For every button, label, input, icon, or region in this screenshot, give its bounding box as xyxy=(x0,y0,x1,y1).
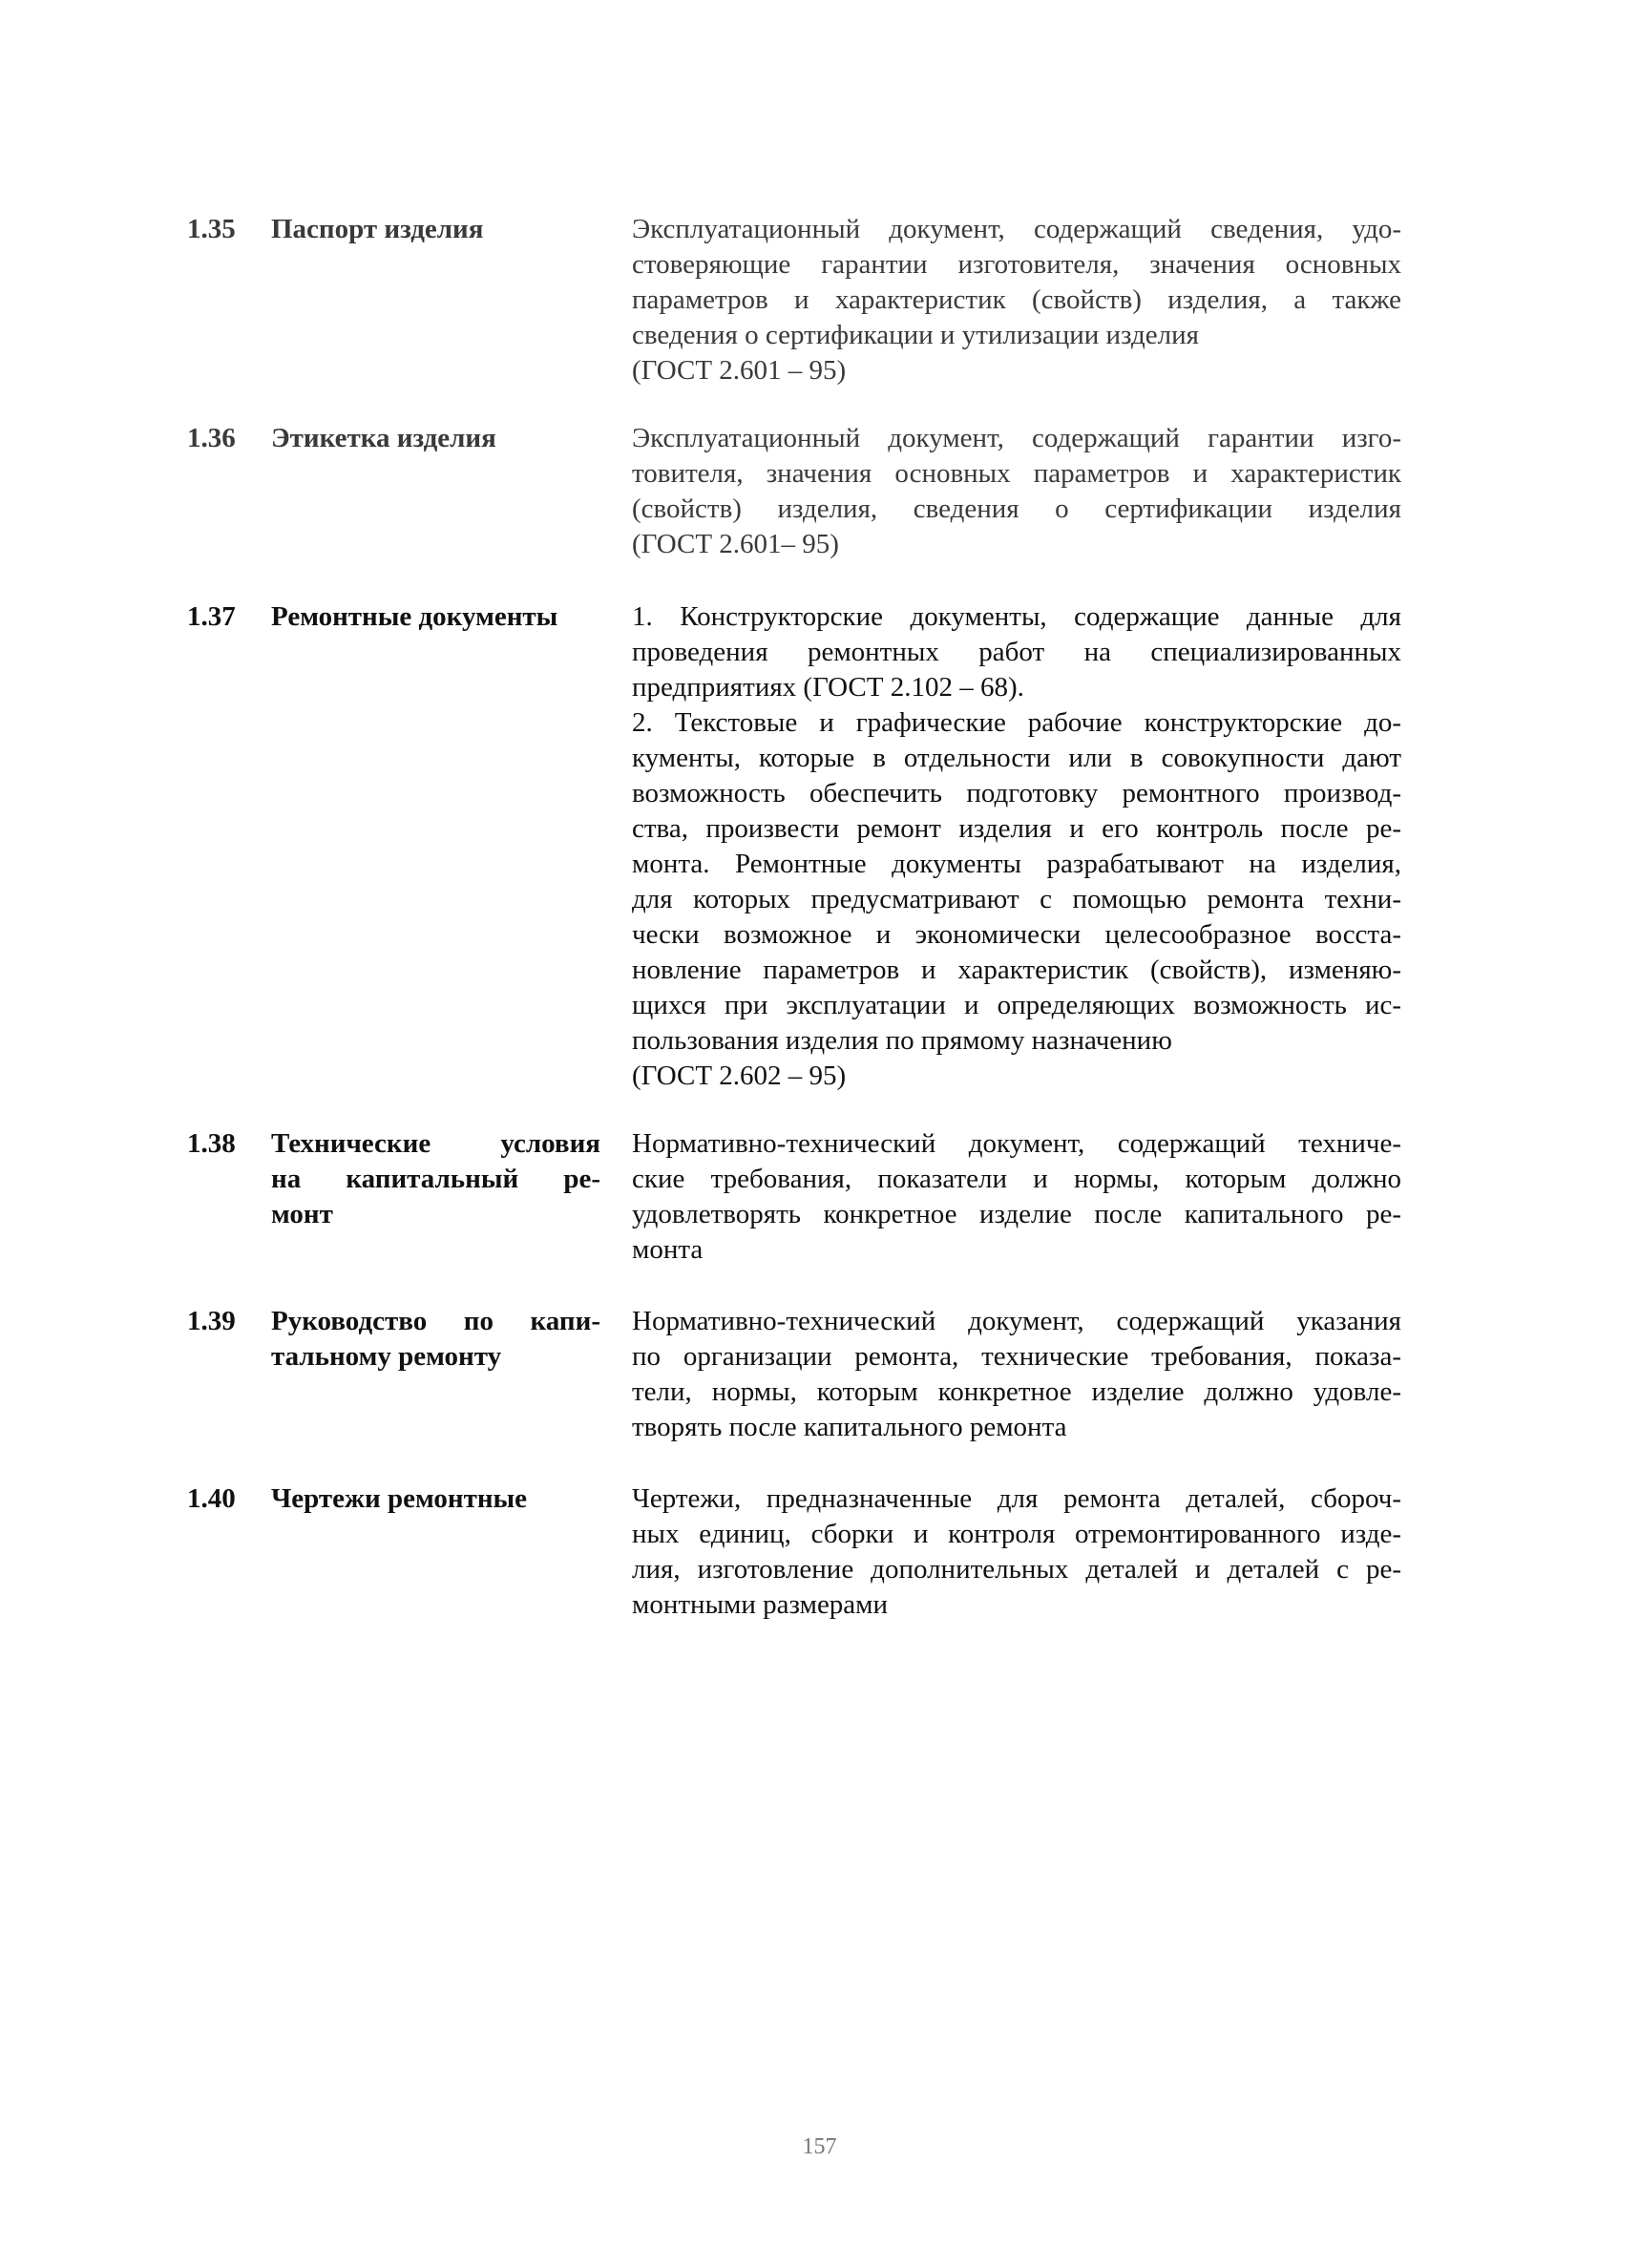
definition-line: Эксплуатационный документ, содержащий сведения, удо- xyxy=(632,214,1401,244)
definition-line: лия, изготовление дополнительных деталей и деталей с ре- xyxy=(632,1554,1401,1585)
term-line: Паспорт изделия xyxy=(271,214,484,244)
entry-definition xyxy=(632,212,1401,388)
definition-line: ские требования, показатели и нормы, которым должно xyxy=(632,1164,1401,1194)
entry-number: 1.40 xyxy=(187,1483,236,1514)
entry-term xyxy=(271,1126,600,1232)
definition-line: проведения ремонтных работ на специализированных xyxy=(632,637,1401,667)
term-line: Руководство по капи- xyxy=(271,1306,600,1336)
definition-line: (свойств) изделия, сведения о сертификации изделия xyxy=(632,494,1401,524)
entry-term xyxy=(271,212,600,247)
entry-number: 1.38 xyxy=(187,1128,236,1159)
definition-line: монта. Ремонтные документы разрабатывают на изделия, xyxy=(632,849,1401,879)
definition-line: предприятиях (ГОСТ 2.102 – 68). xyxy=(632,672,1024,703)
definition-line: 2. Текстовые и графические рабочие конструкторские до- xyxy=(632,707,1401,738)
page-number: 157 xyxy=(802,2134,837,2159)
definition-line: 1. Конструкторские документы, содержащие данные для xyxy=(632,601,1401,632)
term-line: Технические условия xyxy=(271,1128,600,1159)
definition-line: Эксплуатационный документ, содержащий гарантии изго- xyxy=(632,423,1401,453)
definition-line: монтными размерами xyxy=(632,1589,889,1620)
definition-line: Чертежи, предназначенные для ремонта деталей, сбороч- xyxy=(632,1483,1401,1514)
entry-definition xyxy=(632,421,1401,562)
definition-line: по организации ремонта, технические требования, показа- xyxy=(632,1341,1401,1372)
entry-term xyxy=(271,1481,600,1517)
definition-line: товителя, значения основных параметров и характеристик xyxy=(632,458,1401,489)
definition-line: сведения о сертификации и утилизации изделия xyxy=(632,320,1199,350)
definition-line: стоверяющие гарантии изготовителя, значения основных xyxy=(632,249,1401,280)
entry-definition xyxy=(632,1126,1401,1268)
definition-line: удовлетворять конкретное изделие после капитального ре- xyxy=(632,1199,1401,1229)
term-line: Этикетка изделия xyxy=(271,423,496,453)
definition-line: ства, произвести ремонт изделия и его контроль после ре- xyxy=(632,813,1401,844)
definition-line: возможность обеспечить подготовку ремонтного производ- xyxy=(632,778,1401,808)
definition-line: (ГОСТ 2.601 – 95) xyxy=(632,355,847,386)
definition-line: щихся при эксплуатации и определяющих возможность ис- xyxy=(632,990,1401,1020)
entry-definition xyxy=(632,1481,1401,1623)
entry-term xyxy=(271,1304,600,1375)
definition-line: кументы, которые в отдельности или в совокупности дают xyxy=(632,743,1401,773)
term-line: тальному ремонту xyxy=(271,1341,502,1372)
definition-line: новление параметров и характеристик (свойств), изменяю- xyxy=(632,955,1401,985)
definition-line: монта xyxy=(632,1234,704,1265)
definition-line: пользования изделия по прямому назначению xyxy=(632,1025,1172,1056)
definition-line: Нормативно-технический документ, содержащий указания xyxy=(632,1306,1401,1336)
entry-definition xyxy=(632,599,1401,1094)
definition-line: для которых предусматривают с помощью ремонта техни- xyxy=(632,884,1401,914)
definition-line: ных единиц, сборки и контроля отремонтированного изде- xyxy=(632,1519,1401,1549)
definition-line: (ГОСТ 2.601– 95) xyxy=(632,529,839,559)
definition-line: параметров и характеристик (свойств) изделия, а также xyxy=(632,284,1401,315)
term-line: Ремонтные документы xyxy=(271,601,558,632)
entry-term xyxy=(271,599,600,635)
entry-term xyxy=(271,421,600,456)
definition-line: творять после капитального ремонта xyxy=(632,1412,1067,1442)
entry-number: 1.39 xyxy=(187,1306,236,1336)
definition-line: тели, нормы, которым конкретное изделие должно удовле- xyxy=(632,1376,1401,1407)
definition-line: Нормативно-технический документ, содержащий техниче- xyxy=(632,1128,1401,1159)
entry-number: 1.36 xyxy=(187,423,236,453)
definition-line: (ГОСТ 2.602 – 95) xyxy=(632,1060,847,1091)
entry-number: 1.35 xyxy=(187,214,236,244)
entry-definition xyxy=(632,1304,1401,1445)
entry-number: 1.37 xyxy=(187,601,236,632)
definition-line: чески возможное и экономически целесообразное восста- xyxy=(632,919,1401,950)
term-line: монт xyxy=(271,1199,333,1229)
term-line: на капитальный ре- xyxy=(271,1164,600,1194)
term-line: Чертежи ремонтные xyxy=(271,1483,528,1514)
